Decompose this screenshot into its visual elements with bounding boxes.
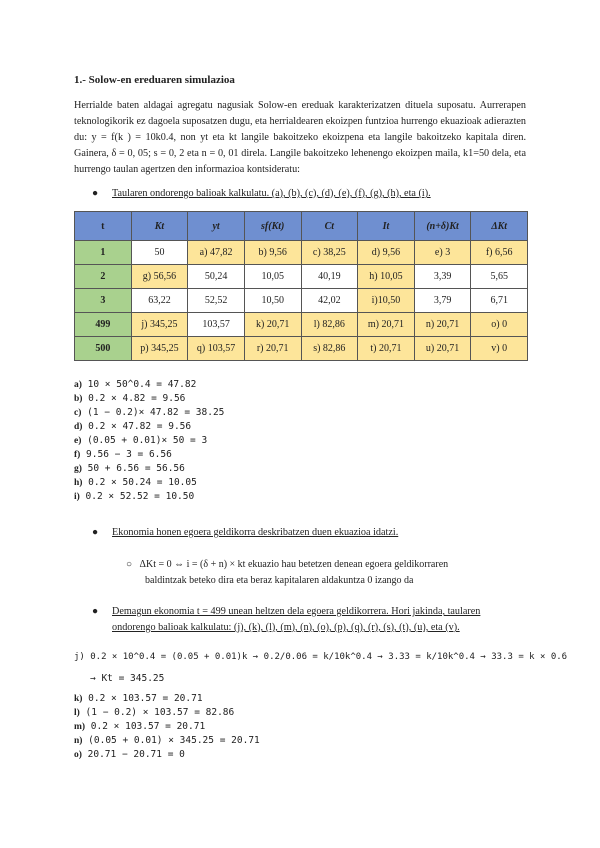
table-cell: a) 47,82 bbox=[188, 241, 245, 265]
equation-d bbox=[74, 420, 191, 435]
table-cell: 3,79 bbox=[414, 289, 471, 313]
equation-k bbox=[74, 692, 203, 707]
table-cell: 63,22 bbox=[131, 289, 188, 313]
eq-label: e) bbox=[74, 436, 82, 446]
equation-g bbox=[74, 462, 185, 477]
table-cell: 10,05 bbox=[244, 265, 301, 289]
bullet-dot-icon: ● bbox=[92, 188, 99, 199]
table-cell: o) 0 bbox=[471, 313, 528, 337]
equation-j-result: → Kt = 345.25 bbox=[90, 673, 165, 684]
section-title: 1.- Solow-en ereduaren simulazioa bbox=[74, 74, 235, 86]
table-cell: 500 bbox=[75, 337, 132, 361]
eq-label: c) bbox=[74, 408, 82, 418]
equation-i bbox=[74, 490, 194, 505]
eq-label: m) bbox=[74, 722, 86, 732]
eq-label: o) bbox=[74, 750, 82, 760]
table-cell: 1 bbox=[75, 241, 132, 265]
table-cell: b) 9,56 bbox=[244, 241, 301, 265]
header-cell: Kt bbox=[131, 212, 188, 241]
table-cell: i)10,50 bbox=[358, 289, 415, 313]
table-cell: t) 20,71 bbox=[358, 337, 415, 361]
equation-b bbox=[74, 392, 185, 407]
equation-f bbox=[74, 448, 172, 463]
table-row bbox=[75, 265, 528, 289]
table-row bbox=[75, 337, 528, 361]
table-row bbox=[75, 241, 528, 265]
table-cell: h) 10,05 bbox=[358, 265, 415, 289]
bullet-3-text-a: Demagun ekonomia t = 499 unean heltzen dela egoera geldikorrera. Hori jakinda, taularen bbox=[112, 606, 481, 617]
table-cell: q) 103,57 bbox=[188, 337, 245, 361]
eq-text: 0.2 × 103.57 = 20.71 bbox=[85, 721, 206, 732]
eq-text: 50 + 6.56 = 56.56 bbox=[81, 463, 185, 474]
table-cell: j) 345,25 bbox=[131, 313, 188, 337]
header-cell: ΔKt bbox=[471, 212, 528, 241]
equation-m bbox=[74, 720, 205, 735]
table-row bbox=[75, 313, 528, 337]
table-cell: m) 20,71 bbox=[358, 313, 415, 337]
eq-label: f) bbox=[74, 450, 81, 460]
table-cell: d) 9,56 bbox=[358, 241, 415, 265]
eq-text: (1 − 0.2)× 47.82 = 38.25 bbox=[81, 407, 225, 418]
eq-text: (0.05 + 0.01) × 345.25 = 20.71 bbox=[82, 735, 260, 746]
steady-state-line-2: baldintzak beteko dira eta beraz kapitalaren aldakuntza 0 izango da bbox=[145, 575, 414, 586]
equation-n bbox=[74, 734, 260, 749]
eq-text: 0.2 × 50.24 = 10.05 bbox=[82, 477, 197, 488]
table-cell: 50 bbox=[131, 241, 188, 265]
table-cell: r) 20,71 bbox=[244, 337, 301, 361]
bullet-3-text-b: ondorengo balioak kalkulatu: (j), (k), (l), (m), (n), (o), (p), (q), (r), (s), (t), (u), eta (v). bbox=[112, 622, 460, 633]
table-cell: 52,52 bbox=[188, 289, 245, 313]
table-cell: c) 38,25 bbox=[301, 241, 358, 265]
eq-text: 9.56 − 3 = 6.56 bbox=[80, 449, 172, 460]
table-cell: 10,50 bbox=[244, 289, 301, 313]
equation-l bbox=[74, 706, 234, 721]
eq-label: l) bbox=[74, 708, 80, 718]
table-header-row bbox=[75, 212, 528, 241]
intro-paragraph: Herrialde baten aldagai agregatu nagusiak Solow-en ereduak karakterizatzen dituela suposatu. Aurrerapen teknologikorik ez dagoela suposatzen dugu, eta herrialdearen ekoizpen funtzioa hurrengo ekuazioak adierazten du: y = f(k ) = 10k0.4, non yt eta kt langile bakoitzeko ekoizpena eta langile bakoitzeko kapitala diren. Gainera, δ = 0, 05; s = 0, 2 eta n = 0, 01 direla. Langile bakoitzeko lehenengo ekoizpen maila, k1=50 dela, eta hurrengo taulan agertzen den informazioa kontsideratu: bbox=[74, 100, 527, 175]
eq-label: k) bbox=[74, 694, 83, 704]
bullet-dot-icon: ● bbox=[92, 527, 99, 538]
header-cell: Ct bbox=[301, 212, 358, 241]
table-cell: k) 20,71 bbox=[244, 313, 301, 337]
equation-h bbox=[74, 476, 197, 491]
eq-text: 0.2 × 52.52 = 10.50 bbox=[79, 491, 195, 502]
eq-text: 0.2 × 103.57 = 20.71 bbox=[82, 693, 203, 704]
eq-label: h) bbox=[74, 478, 83, 488]
table-cell: f) 6,56 bbox=[471, 241, 528, 265]
eq-text: (0.05 + 0.01)× 50 = 3 bbox=[81, 435, 208, 446]
table-cell: 5,65 bbox=[471, 265, 528, 289]
table-cell: e) 3 bbox=[414, 241, 471, 265]
header-cell: sf(Kt) bbox=[244, 212, 301, 241]
eq-text: 0.2 × 4.82 = 9.56 bbox=[82, 393, 186, 404]
eq-text: 10 × 50^0.4 = 47.82 bbox=[81, 379, 197, 390]
table-cell: l) 82,86 bbox=[301, 313, 358, 337]
table-cell: 50,24 bbox=[188, 265, 245, 289]
eq-text: (1 − 0.2) × 103.57 = 82.86 bbox=[79, 707, 235, 718]
table-cell: 499 bbox=[75, 313, 132, 337]
table-cell: 3,39 bbox=[414, 265, 471, 289]
equation-a bbox=[74, 378, 196, 393]
equation-c bbox=[74, 406, 224, 421]
table-cell: g) 56,56 bbox=[131, 265, 188, 289]
equation-o bbox=[74, 748, 185, 763]
eq-label: a) bbox=[74, 380, 82, 390]
equation-j: j) 0.2 × 10^0.4 = (0.05 + 0.01)k → 0.2/0.06 = k/10k^0.4 → 3.33 = k/10k^0.4 → 33.3 = k × 0.6 bbox=[74, 652, 568, 662]
eq-label: g) bbox=[74, 464, 82, 474]
steady-text-1: ΔKt = 0 ⇔ i = (δ + n) × kt ekuazio hau betetzen denean egoera geldikorraren bbox=[139, 559, 449, 570]
bullet-dot-icon: ● bbox=[92, 606, 99, 617]
eq-label: i) bbox=[74, 492, 80, 502]
eq-label: n) bbox=[74, 736, 83, 746]
eq-text: 20.71 − 20.71 = 0 bbox=[81, 749, 185, 760]
header-cell: t bbox=[75, 212, 132, 241]
eq-label: d) bbox=[74, 422, 83, 432]
table-cell: 40,19 bbox=[301, 265, 358, 289]
table-cell: 6,71 bbox=[471, 289, 528, 313]
bullet-2-text: Ekonomia honen egoera geldikorra deskribatzen duen ekuazioa idatzi. bbox=[112, 527, 399, 538]
table-cell: 42,02 bbox=[301, 289, 358, 313]
table-cell: 103,57 bbox=[188, 313, 245, 337]
eq-text: 0.2 × 47.82 = 9.56 bbox=[82, 421, 192, 432]
table-cell: p) 345,25 bbox=[131, 337, 188, 361]
header-cell: (n+δ)Kt bbox=[414, 212, 471, 241]
header-cell: yt bbox=[188, 212, 245, 241]
table-cell: v) 0 bbox=[471, 337, 528, 361]
values-table bbox=[74, 211, 528, 361]
header-cell: It bbox=[358, 212, 415, 241]
table-cell: u) 20,71 bbox=[414, 337, 471, 361]
circle-bullet-icon: ○ bbox=[126, 559, 140, 570]
table-cell: 2 bbox=[75, 265, 132, 289]
bullet-1-text: Taularen ondorengo balioak kalkulatu. (a), (b), (c), (d), (e), (f), (g), (h), eta (i). bbox=[112, 188, 431, 199]
eq-label: b) bbox=[74, 394, 83, 404]
table-cell: s) 82,86 bbox=[301, 337, 358, 361]
table-cell: 3 bbox=[75, 289, 132, 313]
table-row bbox=[75, 289, 528, 313]
equation-e bbox=[74, 434, 207, 449]
table-cell: n) 20,71 bbox=[414, 313, 471, 337]
steady-state-line-1 bbox=[126, 557, 448, 573]
